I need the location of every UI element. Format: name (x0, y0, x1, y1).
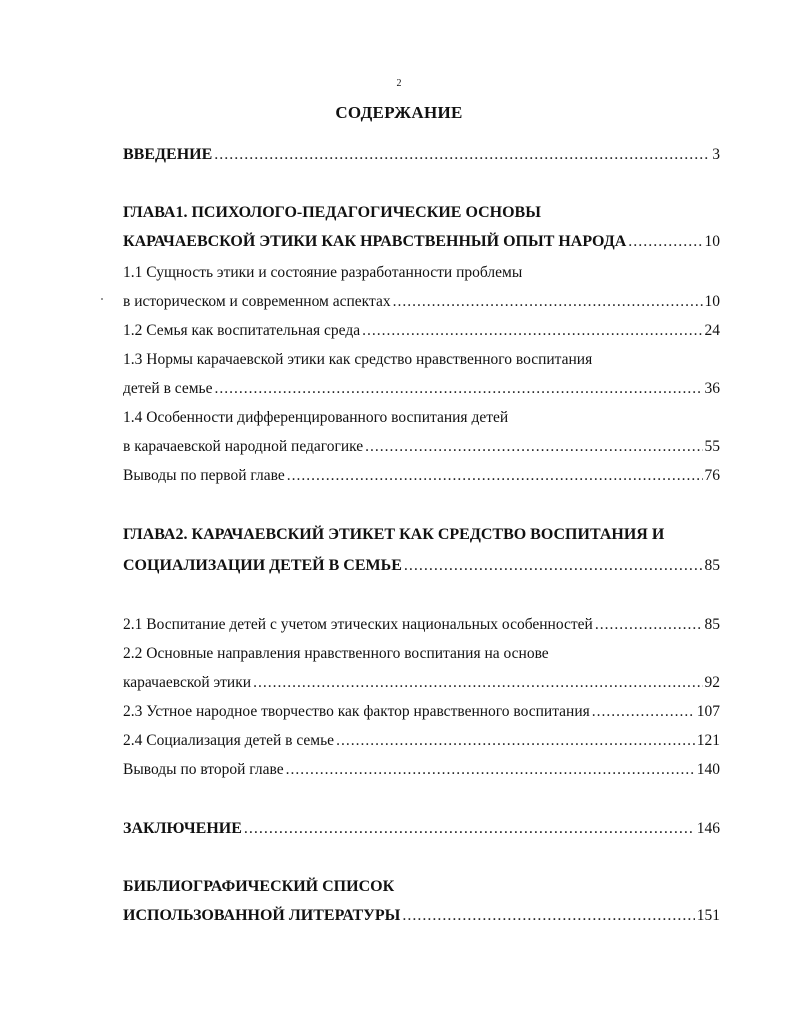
toc-entry-title: БИБЛИОГРАФИЧЕСКИЙ СПИСОК (123, 878, 395, 895)
toc-entry-title: 1.4 Особенности дифференцированного воспитания детей (123, 409, 509, 426)
toc-section-2-4[interactable] (123, 732, 720, 750)
toc-page-number: 55 (704, 438, 720, 455)
leader-dots (244, 820, 695, 838)
leader-dots (592, 703, 695, 721)
leader-dots (286, 761, 695, 779)
toc-section-1-1-line-2[interactable] (123, 293, 720, 311)
toc-entry-title: 1.3 Нормы карачаевской этики как средство нравственного воспитания (123, 351, 593, 368)
leader-dots (336, 732, 695, 750)
toc-entry-title: Выводы по второй главе (123, 761, 284, 778)
toc-entry-title: 2.1 Воспитание детей с учетом этических национальных особенностей (123, 616, 593, 633)
toc-page-number: 24 (704, 322, 720, 339)
toc-section-1-1-line-1[interactable] (123, 264, 720, 282)
toc-section-2-1[interactable] (123, 616, 720, 634)
toc-section-1-4-line-2[interactable] (123, 438, 720, 456)
leader-dots (628, 233, 702, 251)
toc-entry-title: 2.2 Основные направления нравственного воспитания на основе (123, 645, 549, 662)
toc-chapter-1-line-1[interactable] (123, 204, 720, 222)
toc-page-number: 3 (712, 146, 720, 163)
toc-entry-title: карачаевской этики (123, 674, 252, 691)
leader-dots (215, 380, 703, 398)
toc-section-1-4-line-1[interactable] (123, 409, 720, 427)
toc-page-number: 121 (696, 732, 720, 749)
toc-section-1-3-line-1[interactable] (123, 351, 720, 369)
toc-section-1-2[interactable] (123, 322, 720, 340)
toc-page-number: 36 (704, 380, 720, 397)
leader-dots (287, 467, 703, 485)
toc-entry-title: 2.3 Устное народное творчество как фактор нравственного воспитания (123, 703, 590, 720)
leader-dots (404, 557, 703, 575)
toc-entry-title: ГЛАВА2. КАРАЧАЕВСКИЙ ЭТИКЕТ КАК СРЕДСТВО ВОСПИТАНИЯ И (123, 526, 665, 543)
toc-entry-intro[interactable] (123, 146, 720, 164)
leader-dots (362, 322, 702, 340)
leader-dots (402, 907, 694, 925)
toc-page-number: 146 (696, 820, 720, 837)
toc-entry-title: в историческом и современном аспектах (123, 293, 391, 310)
toc-entry-title: ГЛАВА1. ПСИХОЛОГО-ПЕДАГОГИЧЕСКИЕ ОСНОВЫ (123, 204, 541, 221)
toc-page-number: 85 (704, 557, 720, 574)
toc-entry-title: в карачаевской народной педагогике (123, 438, 364, 455)
leader-dots (595, 616, 703, 634)
leader-dots (214, 146, 710, 164)
leader-dots (365, 438, 702, 456)
toc-page-number: 92 (704, 674, 720, 691)
toc-section-2-3[interactable] (123, 703, 720, 721)
toc-page-number: 140 (696, 761, 720, 778)
toc-entry-title: КАРАЧАЕВСКОЙ ЭТИКИ КАК НРАВСТВЕННЫЙ ОПЫТ НАРОДА (123, 233, 627, 250)
toc-entry-title: ЗАКЛЮЧЕНИЕ (123, 820, 242, 837)
toc-entry-title: 1.1 Сущность этики и состояние разработанности проблемы (123, 264, 523, 281)
toc-page-number: 10 (704, 293, 720, 310)
toc-section-2-2-line-2[interactable] (123, 674, 720, 692)
toc-entry-title: ВВЕДЕНИЕ (123, 146, 213, 163)
scan-artifact (101, 298, 103, 300)
toc-page-number: 85 (704, 616, 720, 633)
toc-chapter-2-line-1[interactable] (123, 526, 720, 544)
toc-section-2-2-line-1[interactable] (123, 645, 720, 663)
leader-dots (253, 674, 702, 692)
toc-entry-title: СОЦИАЛИЗАЦИИ ДЕТЕЙ В СЕМЬЕ (123, 557, 402, 574)
toc-page-number: 107 (696, 703, 720, 720)
toc-entry-title: Выводы по первой главе (123, 467, 285, 484)
toc-page-number: 76 (704, 467, 720, 484)
leader-dots (393, 293, 703, 311)
toc-page-number: 10 (704, 233, 720, 250)
toc-chapter-2-line-2[interactable] (123, 557, 720, 575)
toc-conclusions-1[interactable] (123, 467, 720, 485)
toc-section-1-3-line-2[interactable] (123, 380, 720, 398)
toc-entry-conclusion[interactable] (123, 820, 720, 838)
toc-conclusions-2[interactable] (123, 761, 720, 779)
toc-entry-title: детей в семье (123, 380, 213, 397)
toc-page-number: 151 (696, 907, 720, 924)
toc-entry-title: ИСПОЛЬЗОВАННОЙ ЛИТЕРАТУРЫ (123, 907, 401, 924)
page-title: СОДЕРЖАНИЕ (335, 103, 463, 122)
toc-chapter-1-line-2[interactable] (123, 233, 720, 251)
toc-bibliography-line-1[interactable] (123, 878, 720, 896)
toc-entry-title: 2.4 Социализация детей в семье (123, 732, 335, 749)
toc-entry-title: 1.2 Семья как воспитательная среда (123, 322, 361, 339)
page-number: 2 (396, 78, 402, 89)
toc-bibliography-line-2[interactable] (123, 907, 720, 925)
